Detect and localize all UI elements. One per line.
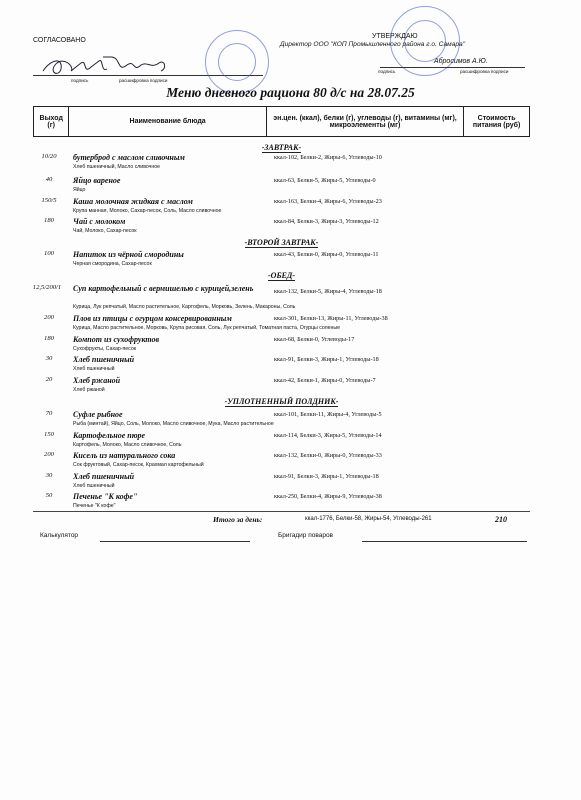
item-name: Хлеб пшеничный: [73, 472, 135, 481]
item-name: Суп картофельный с вермишелью с курицей,зелень: [73, 284, 254, 293]
approved-right-label: УТВЕРЖДАЮ: [372, 33, 418, 40]
item-nutr: ккал-250, Белки-4, Жиры-9, Углеводы-38: [274, 493, 382, 500]
section-title: -ЗАВТРАК-: [261, 143, 302, 152]
item-name: бутерброд с маслом сливочным: [73, 153, 185, 162]
item-ingr: Черная смородина, Сахар-песок: [73, 261, 152, 267]
left-sig-caption: подпись: [71, 78, 89, 83]
page-title: Меню дневного рациона 80 д/с на 28.07.25: [166, 85, 415, 100]
item-ingr: Хлеб пшеничный: [73, 366, 115, 372]
item-name: Каша молочная жидкая с маслом: [73, 197, 193, 206]
item-nutr: ккал-101, Белки-11, Жиры-4, Углеводы-5: [274, 411, 382, 418]
item-ingr: Печенье "К кофе": [73, 503, 116, 509]
item-out: 30: [45, 355, 53, 362]
section-title: -ОБЕД-: [268, 271, 295, 280]
item-ingr: Сухофрукты, Сахар-песок: [73, 346, 136, 352]
item-out: 40: [45, 176, 53, 183]
item-out: 20: [45, 376, 53, 383]
item-name: Чай с молоком: [73, 217, 126, 226]
item-name: Печенье "К кофе": [73, 492, 138, 501]
item-ingr: Курица, Масло растительное, Морковь, Крупа рисовая, Соль, Лук репчатый, Томатная паста, Огурцы соленые: [73, 325, 341, 331]
item-name: Плов из птицы с огурцом консервированным: [73, 314, 232, 323]
col-header-out: Выход (г): [34, 107, 69, 137]
item-ingr: Чай, Молоко, Сахар-песок: [73, 228, 137, 234]
right-signature-line: [380, 67, 525, 68]
item-ingr: Крупа манная, Молоко, Сахар-песок, Соль, Масло сливочное: [73, 208, 222, 214]
item-name: Суфле рыбное: [73, 410, 123, 419]
item-out: 30: [45, 472, 53, 479]
item-out: 180: [44, 335, 54, 342]
table-bottom-line: [33, 511, 530, 512]
chef-label: Бригадир поваров: [278, 532, 334, 539]
item-ingr: Хлеб пшеничный: [73, 483, 115, 489]
director-line: Директор ООО "КОП Промышленного района г.о. Самара": [280, 41, 466, 48]
item-nutr: ккал-132, Белки-5, Жиры-4, Углеводы-18: [274, 288, 382, 295]
item-out: 150: [44, 431, 54, 438]
item-ingr: Курица, Лук репчатый, Масло растительное, Картофель, Морковь, Зелень, Макароны, Соль: [73, 304, 296, 310]
section-title: -ВТОРОЙ ЗАВТРАК-: [244, 238, 319, 247]
item-out: 200: [44, 451, 54, 458]
item-nutr: ккал-84, Белки-3, Жиры-3, Углеводы-12: [274, 218, 379, 225]
col-header-cost: Стоимость питания (руб): [464, 107, 530, 137]
right-decode-caption: расшифровка подписи: [460, 69, 509, 74]
item-out: 180: [44, 217, 54, 224]
item-out: 100: [44, 250, 54, 257]
item-nutr: ккал-114, Белки-3, Жиры-5, Углеводы-14: [274, 432, 382, 439]
item-ingr: Хлеб пшеничный, Масло сливочное: [73, 164, 161, 170]
item-ingr: Сок фруктовый, Сахар-песок, Крахмал картофельный: [73, 462, 204, 468]
approved-left-label: СОГЛАСОВАНО: [33, 37, 86, 44]
item-out: 150/5: [41, 197, 57, 204]
item-name: Напиток из чёрной смородины: [73, 250, 184, 259]
item-nutr: ккал-42, Белки-1, Жиры-0, Углеводы-7: [274, 377, 376, 384]
total-cost: 210: [495, 515, 507, 524]
chef-line: [362, 541, 527, 542]
item-ingr: Рыба (минтай), Яйцо, Соль, Молоко, Масло сливочное, Мука, Масло растительное: [73, 421, 274, 427]
item-name: Компот из сухофруктов: [73, 335, 160, 344]
item-nutr: ккал-43, Белки-0, Жиры-0, Углеводы-11: [274, 251, 379, 258]
item-name: Хлеб ржаной: [73, 376, 121, 385]
item-nutr: ккал-163, Белки-4, Жиры-6, Углеводы-23: [274, 198, 382, 205]
total-values: ккал-1776, Белки-58, Жиры-54, Углеводы-261: [305, 516, 432, 522]
item-nutr: ккал-68, Белки-0, Углеводы-17: [274, 336, 355, 343]
item-ingr: Картофель, Молоко, Масло сливочное, Соль: [73, 442, 182, 448]
item-nutr: ккал-301, Белки-13, Жиры-11, Углеводы-38: [274, 315, 388, 322]
left-decode-caption: расшифровка подписи: [119, 78, 168, 83]
item-name: Яйцо вареное: [73, 176, 121, 185]
item-out: 200: [44, 314, 54, 321]
col-header-nutr: эн.цен. (ккал), белки (г), углеводы (г), витамины (мг), микроэлементы (мг): [266, 107, 463, 137]
item-out: 10/20: [41, 153, 57, 160]
item-nutr: ккал-102, Белки-2, Жиры-6, Углеводы-10: [274, 154, 382, 161]
item-ingr: Яйцо: [73, 187, 86, 193]
item-name: Кисель из натурального сока: [73, 451, 176, 460]
menu-table-header: [33, 106, 530, 137]
total-label: Итого за день:: [213, 515, 263, 524]
calculator-label: Калькулятор: [40, 532, 79, 539]
item-nutr: ккал-132, Белки-0, Жиры-0, Углеводы-33: [274, 452, 382, 459]
calculator-line: [100, 541, 250, 542]
col-header-name: Наименование блюда: [69, 107, 266, 137]
item-out: 70: [45, 410, 53, 417]
item-nutr: ккал-91, Белки-3, Жиры-1, Углеводы-18: [274, 356, 379, 363]
section-title: -УПЛОТНЕННЫЙ ПОЛДНИК-: [224, 397, 339, 406]
item-nutr: ккал-91, Белки-3, Жиры-1, Углеводы-18: [274, 473, 379, 480]
right-sig-caption: подпись: [378, 69, 396, 74]
round-stamp-left-inner: [218, 43, 256, 81]
item-out: 12,5/200/1: [32, 284, 62, 291]
item-name: Картофельное пюре: [73, 431, 146, 440]
item-out: 50: [45, 492, 53, 499]
item-name: Хлеб пшеничный: [73, 355, 135, 364]
approver-name: Абросимов А.Ю.: [434, 58, 488, 65]
item-ingr: Хлеб ржаной: [73, 387, 105, 393]
item-nutr: ккал-63, Белки-5, Жиры-5, Углеводы-0: [274, 177, 376, 184]
